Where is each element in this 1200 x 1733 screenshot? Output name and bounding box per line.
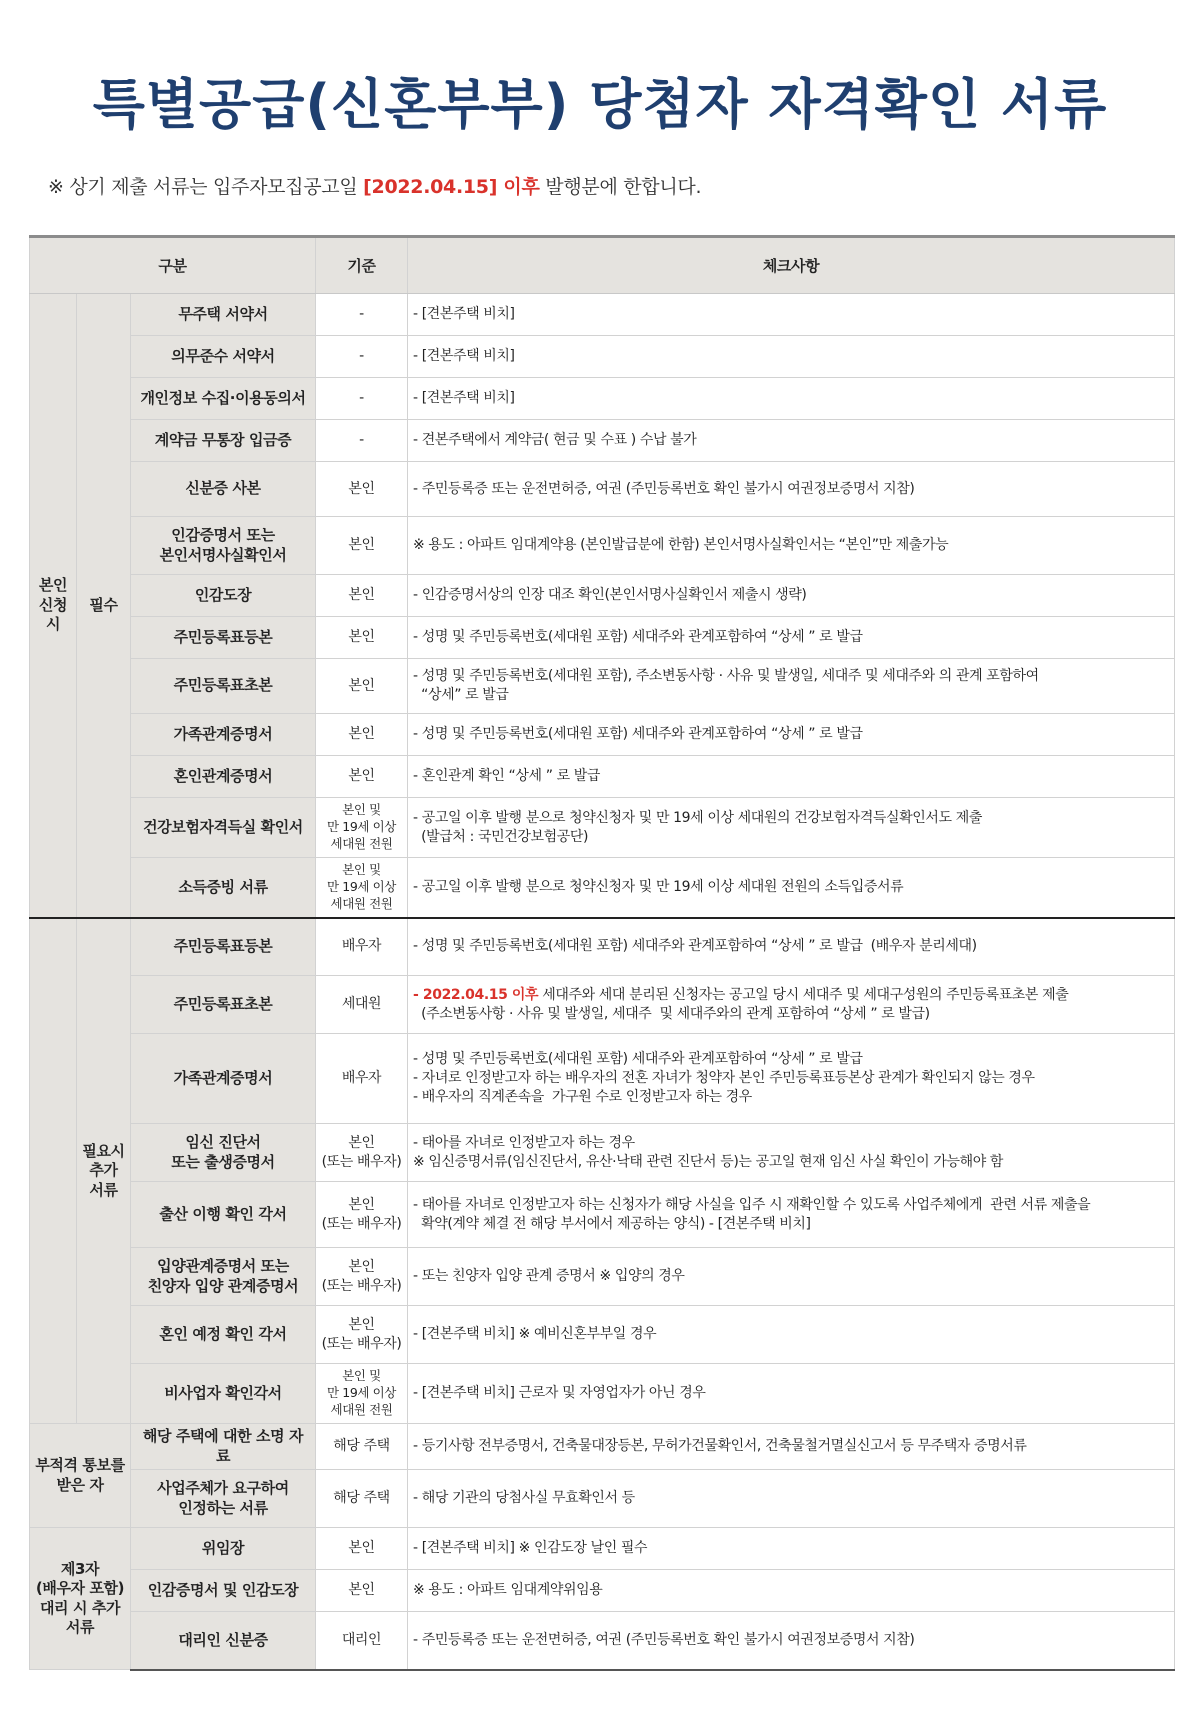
document-name: 주민등록표등본 — [131, 918, 316, 976]
table-row — [30, 575, 1175, 617]
check-cell — [408, 1306, 1175, 1364]
page-title: 특별공급(신혼부부) 당첨자 자격확인 서류 — [92, 73, 1108, 136]
standard-cell: 본인 — [316, 517, 408, 575]
check-cell — [408, 617, 1175, 659]
document-name: 무주택 서약서 — [131, 294, 316, 336]
check-cell — [408, 1248, 1175, 1306]
check-cell — [408, 378, 1175, 420]
section-blank — [30, 918, 77, 1424]
check-cell — [408, 1182, 1175, 1248]
document-name: 계약금 무통장 입금증 — [131, 420, 316, 462]
section-self-application: 본인 신청 시 — [30, 294, 77, 918]
check-cell — [408, 575, 1175, 617]
standard-cell: 본인 (또는 배우자) — [316, 1182, 408, 1248]
check-line: - 공고일 이후 발행 분으로 청약신청자 및 만 19세 이상 세대원의 건강보험자격득실확인서도 제출 — [413, 809, 982, 826]
check-line: - [견본주택 비치] ※ 예비신혼부부일 경우 — [413, 1326, 657, 1343]
check-cell — [408, 1470, 1175, 1528]
document-name: 주민등록표등본 — [131, 617, 316, 659]
check-line: - 혼인관계 확인 “상세 ” 로 발급 — [413, 768, 601, 785]
standard-cell: - — [316, 336, 408, 378]
check-line: - 성명 및 주민등록번호(세대원 포함) 세대주와 관계포함하여 “상세 ” 로 발급 (배우자 분리세대) — [413, 938, 977, 955]
check-line: ※ 임신증명서류(임신진단서, 유산·낙태 관련 진단서 등)는 공고일 현재 임신 사실 확인이 가능해야 함 — [413, 1153, 1003, 1170]
standard-cell: 배우자 — [316, 918, 408, 976]
check-line: - 견본주택에서 계약금( 현금 및 수표 ) 수납 불가 — [413, 432, 697, 449]
check-cell — [408, 918, 1175, 976]
check-cell — [408, 1612, 1175, 1670]
document-name: 주민등록표초본 — [131, 976, 316, 1034]
check-cell — [408, 714, 1175, 756]
table-row — [30, 294, 1175, 336]
standard-cell: 본인 — [316, 617, 408, 659]
check-cell — [408, 756, 1175, 798]
document-name: 건강보험자격득실 확인서 — [131, 798, 316, 858]
check-cell — [408, 336, 1175, 378]
document-name: 가족관계증명서 — [131, 1034, 316, 1124]
check-line: ※ 용도 : 아파트 임대계약위임용 — [413, 1582, 603, 1599]
document-name: 인감증명서 및 인감도장 — [131, 1570, 316, 1612]
table-row — [30, 756, 1175, 798]
standard-cell: 본인 — [316, 659, 408, 714]
standard-cell: 본인 — [316, 1570, 408, 1612]
document-name: 소득증빙 서류 — [131, 858, 316, 918]
table-row — [30, 1364, 1175, 1424]
check-cell — [408, 1528, 1175, 1570]
standard-cell: 본인 — [316, 1528, 408, 1570]
notice-suffix: 발행분에 한합니다. — [539, 176, 702, 198]
document-name: 주민등록표초본 — [131, 659, 316, 714]
check-cell — [408, 1424, 1175, 1470]
table-row — [30, 1124, 1175, 1182]
standard-cell: - — [316, 294, 408, 336]
table-row — [30, 462, 1175, 517]
standard-cell: - — [316, 378, 408, 420]
table-row — [30, 858, 1175, 918]
check-line: - 성명 및 주민등록번호(세대원 포함) 세대주와 관계포함하여 “상세 ” 로 발급 — [413, 1051, 863, 1068]
table-row — [30, 336, 1175, 378]
table-row — [30, 1424, 1175, 1470]
check-line: - 성명 및 주민등록번호(세대원 포함), 주소변동사항 · 사유 및 발생일, 세대주 및 세대주와 의 관계 포함하여 — [413, 668, 1039, 685]
table-row — [30, 1570, 1175, 1612]
standard-cell: 세대원 — [316, 976, 408, 1034]
standard-cell: 본인 — [316, 714, 408, 756]
table-row — [30, 659, 1175, 714]
section-proxy: 제3자 (배우자 포함) 대리 시 추가 서류 — [30, 1528, 131, 1670]
standard-cell: 해당 주택 — [316, 1424, 408, 1470]
check-line: 확약(계약 체결 전 해당 부서에서 제공하는 양식) - [견본주택 비치] — [413, 1215, 811, 1232]
check-cell — [408, 462, 1175, 517]
table-row — [30, 1612, 1175, 1670]
check-cell — [408, 1124, 1175, 1182]
check-line: - 등기사항 전부증명서, 건축물대장등본, 무허가건물확인서, 건축물철거멸실신고서 등 무주택자 증명서류 — [413, 1438, 1027, 1455]
standard-cell: - — [316, 420, 408, 462]
check-cell — [408, 517, 1175, 575]
standard-cell: 대리인 — [316, 1612, 408, 1670]
standard-cell: 본인 (또는 배우자) — [316, 1124, 408, 1182]
document-name: 혼인관계증명서 — [131, 756, 316, 798]
check-line: - 주민등록증 또는 운전면허증, 여권 (주민등록번호 확인 불가시 여권정보증명서 지참) — [413, 480, 915, 497]
table-row — [30, 1528, 1175, 1570]
document-name: 인감증명서 또는 본인서명사실확인서 — [131, 517, 316, 575]
table-row — [30, 517, 1175, 575]
standard-cell: 본인 (또는 배우자) — [316, 1306, 408, 1364]
document-name: 비사업자 확인각서 — [131, 1364, 316, 1424]
check-line: (주소변동사항 · 사유 및 발생일, 세대주 및 세대주와의 관계 포함하여 “상세 ” 로 발급) — [413, 1005, 930, 1022]
check-line: - [견본주택 비치] ※ 인감도장 날인 필수 — [413, 1540, 648, 1557]
section-optional: 필요시 추가 서류 — [77, 918, 131, 1424]
check-line: - [견본주택 비치] 근로자 및 자영업자가 아닌 경우 — [413, 1385, 706, 1402]
check-cell — [408, 294, 1175, 336]
section-required: 필수 — [77, 294, 131, 918]
check-line: - 배우자의 직계존속을 가구원 수로 인정받고자 하는 경우 — [413, 1088, 752, 1105]
check-line: - 자녀로 인정받고자 하는 배우자의 전혼 자녀가 청약자 본인 주민등록표등본상 관계가 확인되지 않는 경우 — [413, 1070, 1035, 1087]
check-highlight: - 2022.04.15 이후 — [413, 986, 539, 1003]
table-row — [30, 1306, 1175, 1364]
check-line: (발급처 : 국민건강보험공단) — [413, 828, 589, 845]
table-header-row — [30, 237, 1175, 294]
check-cell — [408, 858, 1175, 918]
check-line: ※ 용도 : 아파트 임대계약용 (본인발급분에 한함) 본인서명사실확인서는 “본인”만 제출가능 — [413, 537, 949, 554]
standard-cell: 본인 및 만 19세 이상 세대원 전원 — [316, 858, 408, 918]
document-name: 의무준수 서약서 — [131, 336, 316, 378]
standard-cell: 본인 및 만 19세 이상 세대원 전원 — [316, 798, 408, 858]
document-name: 인감도장 — [131, 575, 316, 617]
table-row — [30, 617, 1175, 659]
document-name: 혼인 예정 확인 각서 — [131, 1306, 316, 1364]
table-row — [30, 378, 1175, 420]
document-name: 개인정보 수집·이용동의서 — [131, 378, 316, 420]
check-line: 세대주와 세대 분리된 신청자는 공고일 당시 세대주 및 세대구성원의 주민등록표초본 제출 — [538, 986, 1069, 1003]
check-line: - 해당 기관의 당첨사실 무효확인서 등 — [413, 1490, 635, 1507]
check-cell — [408, 659, 1175, 714]
document-table — [29, 235, 1175, 1671]
table-row — [30, 1182, 1175, 1248]
check-line: “상세” 로 발급 — [413, 687, 509, 703]
document-name: 입양관계증명서 또는 친양자 입양 관계증명서 — [131, 1248, 316, 1306]
section-ineligible: 부적격 통보를 받은 자 — [30, 1424, 131, 1528]
check-cell — [408, 976, 1175, 1034]
check-line: - 공고일 이후 발행 분으로 청약신청자 및 만 19세 이상 세대원 전원의 소득입증서류 — [413, 878, 904, 895]
table-row — [30, 1248, 1175, 1306]
check-cell — [408, 1570, 1175, 1612]
table-row — [30, 976, 1175, 1034]
table-row — [30, 1034, 1175, 1124]
check-cell — [408, 1034, 1175, 1124]
standard-cell: 본인 및 만 19세 이상 세대원 전원 — [316, 1364, 408, 1424]
check-line: - 인감증명서상의 인장 대조 확인(본인서명사실확인서 제출시 생략) — [413, 587, 807, 604]
notice-prefix: ※ 상기 제출 서류는 입주자모집공고일 — [48, 176, 364, 198]
document-name: 사업주체가 요구하여 인정하는 서류 — [131, 1470, 316, 1528]
notice-after-word: 이후 — [497, 176, 540, 198]
standard-cell: 본인 (또는 배우자) — [316, 1248, 408, 1306]
table-row — [30, 714, 1175, 756]
check-line: - [견본주택 비치] — [413, 348, 515, 365]
document-name: 대리인 신분증 — [131, 1612, 316, 1670]
check-cell — [408, 420, 1175, 462]
document-name: 신분증 사본 — [131, 462, 316, 517]
document-name: 출산 이행 확인 각서 — [131, 1182, 316, 1248]
standard-cell: 본인 — [316, 575, 408, 617]
check-line: - [견본주택 비치] — [413, 306, 515, 323]
check-line: - 성명 및 주민등록번호(세대원 포함) 세대주와 관계포함하여 “상세 ” 로 발급 — [413, 726, 863, 743]
document-name: 위임장 — [131, 1528, 316, 1570]
header-category: 구분 — [30, 237, 316, 294]
table-row — [30, 918, 1175, 976]
check-line: - 또는 친양자 입양 관계 증명서 ※ 입양의 경우 — [413, 1268, 685, 1285]
check-line: - [견본주택 비치] — [413, 390, 515, 407]
check-line: - 주민등록증 또는 운전면허증, 여권 (주민등록번호 확인 불가시 여권정보증명서 지참) — [413, 1631, 915, 1648]
notice-date: [2022.04.15] — [363, 176, 498, 198]
check-line: - 태아를 자녀로 인정받고자 하는 신청자가 해당 사실을 입주 시 재확인할 수 있도록 사업주체에게 관련 서류 제출을 — [413, 1196, 1091, 1213]
table-row — [30, 798, 1175, 858]
notice — [48, 172, 701, 199]
document-name: 임신 진단서 또는 출생증명서 — [131, 1124, 316, 1182]
standard-cell: 배우자 — [316, 1034, 408, 1124]
check-line: - 태아를 자녀로 인정받고자 하는 경우 — [413, 1134, 635, 1151]
check-line: - 성명 및 주민등록번호(세대원 포함) 세대주와 관계포함하여 “상세 ” 로 발급 — [413, 629, 863, 646]
document-name: 해당 주택에 대한 소명 자료 — [131, 1424, 316, 1470]
document-name: 가족관계증명서 — [131, 714, 316, 756]
header-standard: 기준 — [316, 237, 408, 294]
table-row — [30, 1470, 1175, 1528]
standard-cell: 해당 주택 — [316, 1470, 408, 1528]
check-cell — [408, 798, 1175, 858]
table-row — [30, 420, 1175, 462]
check-cell — [408, 1364, 1175, 1424]
standard-cell: 본인 — [316, 462, 408, 517]
header-check: 체크사항 — [408, 237, 1175, 294]
standard-cell: 본인 — [316, 756, 408, 798]
